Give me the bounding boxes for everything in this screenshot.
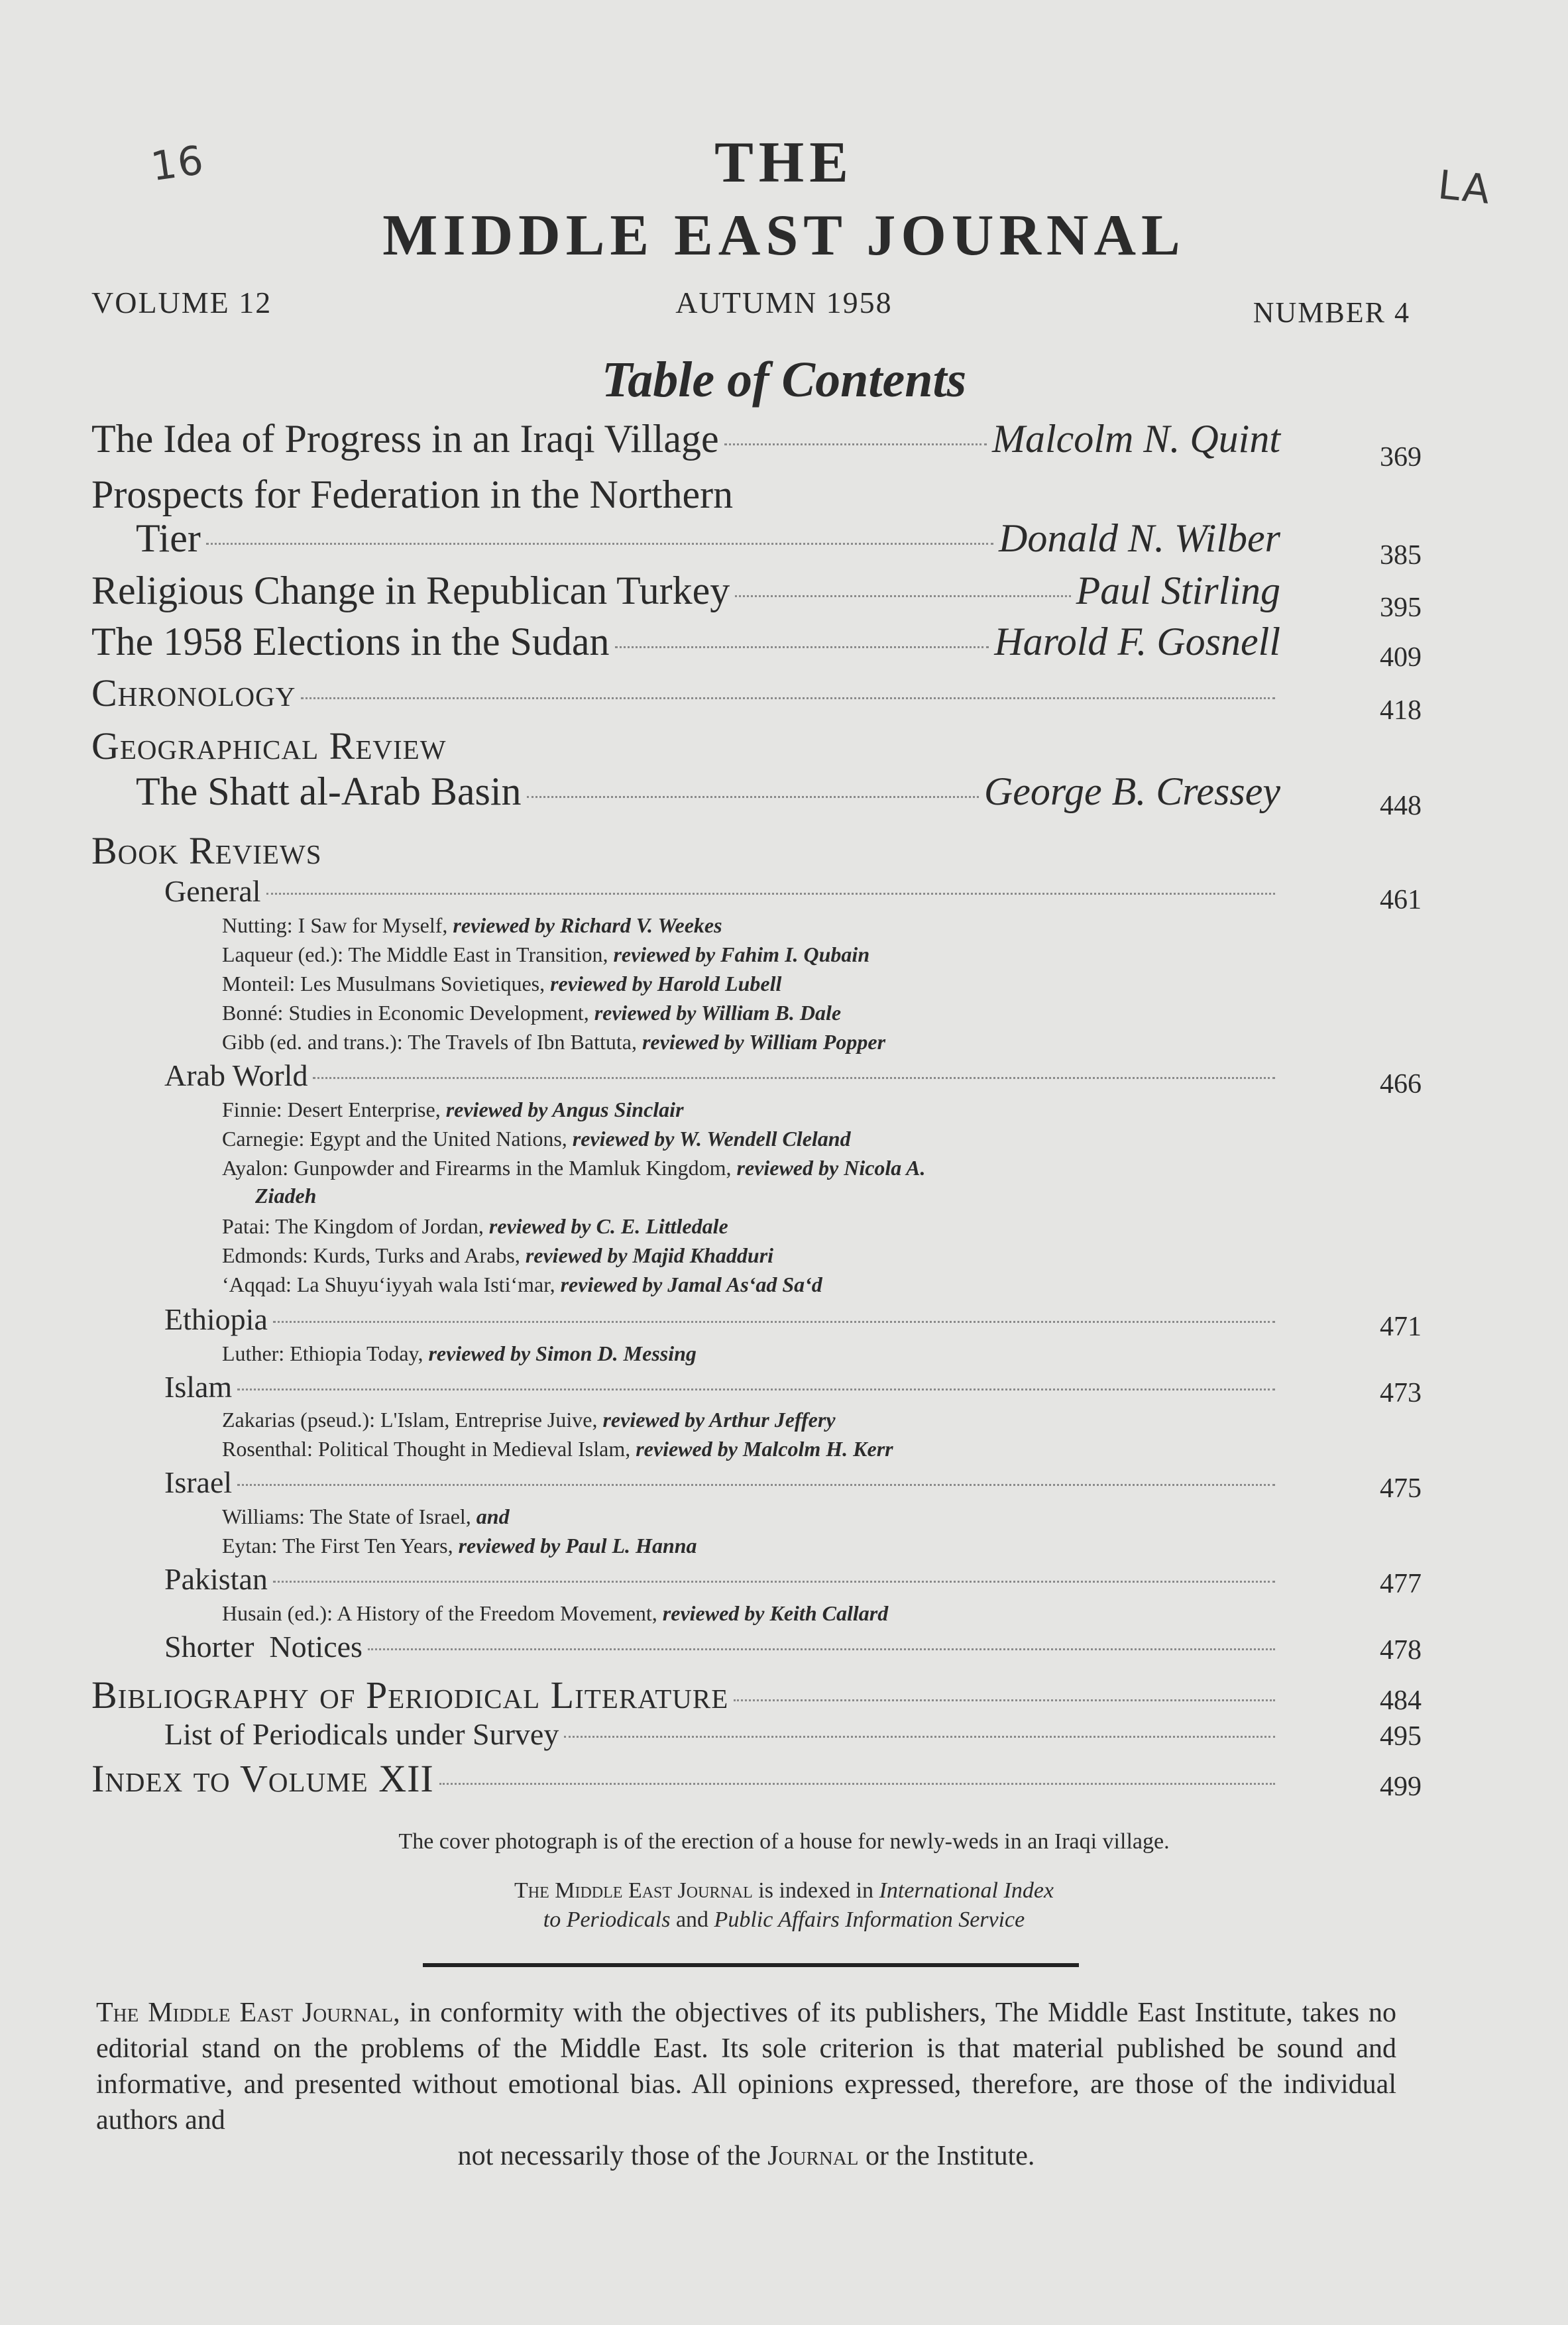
page-number: 409 bbox=[1380, 642, 1422, 673]
section-label: Islam bbox=[164, 1370, 233, 1404]
divider-rule bbox=[423, 1963, 1079, 1967]
page-number: 484 bbox=[1380, 1685, 1422, 1716]
review-item bbox=[222, 1243, 773, 1268]
article-author: Harold F. Gosnell bbox=[994, 620, 1280, 663]
reviewer: reviewed by Fahim I. Qubain bbox=[613, 942, 870, 966]
review-item bbox=[222, 1098, 684, 1122]
handwritten-mark-right: LA bbox=[1435, 162, 1494, 213]
reviewer: reviewed by Angus Sinclair bbox=[445, 1098, 684, 1121]
page-number: 471 bbox=[1380, 1312, 1422, 1342]
reviewer: reviewed by Malcolm H. Kerr bbox=[636, 1437, 893, 1461]
review-item bbox=[222, 1030, 885, 1054]
reviewer: reviewed by Arthur Jeffery bbox=[602, 1408, 836, 1432]
page-number: 418 bbox=[1380, 695, 1422, 726]
review-title: Ayalon: Gunpowder and Firearms in the Mamluk Kingdom, bbox=[222, 1156, 737, 1180]
dot-leader bbox=[564, 1736, 1275, 1738]
periodicals-list: List of Periodicals under Survey bbox=[164, 1717, 559, 1751]
dot-leader bbox=[237, 1389, 1275, 1390]
review-item bbox=[222, 1408, 836, 1432]
disclaimer-body bbox=[96, 1995, 1396, 2138]
article-title-cont: Tier bbox=[136, 516, 201, 560]
review-item bbox=[222, 1156, 925, 1180]
article-title: The Shatt al-Arab Basin bbox=[136, 769, 522, 813]
toc-entry bbox=[91, 671, 1280, 715]
dot-leader bbox=[301, 697, 1275, 699]
reviewer: reviewed by Nicola A. bbox=[736, 1156, 926, 1180]
reviewer: and bbox=[476, 1504, 510, 1528]
dot-leader bbox=[266, 893, 1275, 895]
article-author: George B. Cressey bbox=[983, 769, 1280, 813]
page-number: 499 bbox=[1380, 1772, 1422, 1802]
review-item bbox=[222, 1601, 888, 1626]
dot-leader bbox=[735, 595, 1070, 597]
geo-heading: Geographical Review bbox=[91, 724, 447, 767]
dot-leader bbox=[313, 1077, 1275, 1079]
page-number: 478 bbox=[1380, 1635, 1422, 1666]
section-label: Ethiopia bbox=[164, 1302, 268, 1336]
section-entry bbox=[164, 1302, 1280, 1337]
section-entry bbox=[164, 874, 1280, 909]
dot-leader bbox=[237, 1484, 1275, 1486]
dot-leader bbox=[724, 443, 987, 445]
article-title: Religious Change in Republican Turkey bbox=[91, 569, 730, 612]
section-entry bbox=[164, 1058, 1280, 1093]
bibliography-heading: Bibliography of Periodical Literature bbox=[91, 1673, 729, 1717]
section-label: Shorter Notices bbox=[164, 1630, 363, 1664]
review-title: ‘Aqqad: La Shuyu‘iyyah wala Isti‘mar, bbox=[222, 1273, 561, 1296]
toc-title: Table of Contents bbox=[601, 352, 967, 408]
handwritten-mark-left: 16 bbox=[148, 137, 207, 191]
dot-leader bbox=[368, 1648, 1275, 1650]
page-number: 461 bbox=[1380, 885, 1422, 915]
review-title: Eytan: The First Ten Years, bbox=[222, 1534, 459, 1558]
review-item-cont bbox=[255, 1184, 316, 1208]
reviewer: reviewed by Richard V. Weekes bbox=[453, 913, 722, 937]
toc-entry bbox=[91, 1756, 1280, 1801]
disclaimer-text: or the Institute. bbox=[858, 2141, 1035, 2171]
review-item bbox=[222, 1273, 822, 1297]
review-item bbox=[222, 1504, 510, 1529]
journal-name: The Middle East Journal bbox=[514, 1878, 753, 1903]
review-title: Edmonds: Kurds, Turks and Arabs, bbox=[222, 1243, 526, 1267]
index-note-text: and bbox=[670, 1907, 714, 1932]
toc-entry bbox=[136, 769, 1280, 815]
disclaimer-text: not necessarily those of the bbox=[457, 2141, 768, 2171]
review-title: Bonné: Studies in Economic Development, bbox=[222, 1001, 594, 1025]
dot-leader bbox=[206, 543, 993, 545]
review-item bbox=[222, 1214, 728, 1239]
dot-leader bbox=[273, 1581, 1275, 1583]
reviewer: reviewed by William B. Dale bbox=[594, 1001, 842, 1025]
dot-leader bbox=[527, 796, 979, 798]
index-name: Public Affairs Information Service bbox=[714, 1907, 1025, 1932]
reviewer: reviewed by William Popper bbox=[642, 1030, 886, 1054]
section-label: Pakistan bbox=[164, 1562, 268, 1596]
article-author: Paul Stirling bbox=[1076, 569, 1280, 612]
journal-name: The Middle East Journal bbox=[96, 1998, 394, 2028]
review-title: Gibb (ed. and trans.): The Travels of Ibn Battuta, bbox=[222, 1030, 642, 1054]
article-author: Malcolm N. Quint bbox=[992, 417, 1280, 461]
toc-entry bbox=[91, 416, 1280, 462]
review-title: Williams: The State of Israel, bbox=[222, 1504, 476, 1528]
page-number: 369 bbox=[1380, 442, 1422, 473]
toc-entry bbox=[136, 516, 1280, 561]
reviewer: reviewed by C. E. Littledale bbox=[488, 1214, 728, 1238]
page-number: 477 bbox=[1380, 1569, 1422, 1599]
page-number: 448 bbox=[1380, 791, 1422, 821]
journal-word: Journal bbox=[767, 2141, 859, 2171]
dot-leader bbox=[439, 1783, 1275, 1785]
review-title: Nutting: I Saw for Myself, bbox=[222, 913, 453, 937]
masthead-title: MIDDLE EAST JOURNAL bbox=[382, 203, 1186, 268]
reviewer: reviewed by Keith Callard bbox=[662, 1601, 889, 1625]
masthead-the: THE bbox=[714, 131, 854, 195]
review-title: Zakarias (pseud.): L'Islam, Entreprise Juive, bbox=[222, 1408, 603, 1432]
reviewer: reviewed by Paul L. Hanna bbox=[458, 1534, 697, 1558]
page-number: 475 bbox=[1380, 1473, 1422, 1504]
disclaimer-text: , in conformity with the objectives of its publishers, The Middle East Institute, takes no editorial stand on the problems of the Middle East. Its sole criterion is that material published be sound and informative, and presented without emotional bias. All opinions expressed, therefore, are those of the individual authors and bbox=[96, 1998, 1396, 2135]
dot-leader bbox=[273, 1321, 1275, 1323]
review-item bbox=[222, 1127, 851, 1151]
section-label: Israel bbox=[164, 1465, 233, 1499]
article-title: The 1958 Elections in the Sudan bbox=[91, 620, 610, 663]
review-title: Luther: Ethiopia Today, bbox=[222, 1341, 429, 1365]
review-title: Finnie: Desert Enterprise, bbox=[222, 1098, 446, 1121]
page-number: 395 bbox=[1380, 593, 1422, 623]
index-note-text: is indexed in bbox=[752, 1878, 879, 1903]
toc-entry bbox=[91, 1673, 1280, 1717]
editorial-disclaimer bbox=[96, 1995, 1396, 2174]
toc-entry bbox=[91, 568, 1280, 614]
reviewer: reviewed by W. Wendell Cleland bbox=[572, 1127, 851, 1151]
page-number: 466 bbox=[1380, 1069, 1422, 1100]
number-label: NUMBER 4 bbox=[1253, 296, 1410, 329]
section-label: Arab World bbox=[164, 1058, 308, 1092]
review-title: Patai: The Kingdom of Jordan, bbox=[222, 1214, 489, 1238]
page-number: 473 bbox=[1380, 1378, 1422, 1408]
article-title: Prospects for Federation in the Northern bbox=[91, 473, 734, 516]
chronology-heading: Chronology bbox=[91, 671, 296, 714]
index-name: to Periodicals bbox=[543, 1907, 671, 1932]
section-entry bbox=[164, 1465, 1280, 1500]
index-name: International Index bbox=[879, 1878, 1054, 1903]
review-title: Monteil: Les Musulmans Sovietiques, bbox=[222, 972, 551, 995]
season-label: AUTUMN 1958 bbox=[675, 286, 893, 319]
page-number: 385 bbox=[1380, 540, 1422, 571]
disclaimer-last-line bbox=[96, 2138, 1396, 2174]
reviewer: reviewed by Majid Khadduri bbox=[525, 1243, 774, 1267]
review-item bbox=[222, 1341, 697, 1366]
index-note-line1 bbox=[0, 1878, 1568, 1903]
review-item bbox=[222, 913, 722, 938]
cover-note: The cover photograph is of the erection of a house for newly-weds in an Iraqi village. bbox=[398, 1829, 1170, 1854]
reviewer: reviewed by Simon D. Messing bbox=[428, 1341, 697, 1365]
reviewer: reviewed by Jamal As‘ad Sa‘d bbox=[560, 1273, 822, 1296]
toc-entry bbox=[91, 619, 1280, 665]
review-item bbox=[222, 1437, 893, 1461]
section-label: General bbox=[164, 874, 261, 908]
index-heading: Index to Volume XII bbox=[91, 1757, 434, 1800]
volume-label: VOLUME 12 bbox=[91, 286, 272, 319]
review-item bbox=[222, 972, 781, 996]
article-title: The Idea of Progress in an Iraqi Village bbox=[91, 417, 719, 461]
section-entry bbox=[164, 1369, 1280, 1404]
review-item bbox=[222, 1534, 697, 1558]
toc-entry bbox=[164, 1717, 1280, 1752]
reviewer: reviewed by Harold Lubell bbox=[550, 972, 782, 995]
section-entry bbox=[164, 1561, 1280, 1597]
article-author: Donald N. Wilber bbox=[998, 516, 1280, 560]
reviewer: Ziadeh bbox=[255, 1184, 317, 1208]
review-title: Husain (ed.): A History of the Freedom Movement, bbox=[222, 1601, 663, 1625]
section-entry bbox=[164, 1629, 1280, 1664]
review-title: Laqueur (ed.): The Middle East in Transition, bbox=[222, 942, 614, 966]
review-title: Carnegie: Egypt and the United Nations, bbox=[222, 1127, 573, 1151]
page-number: 495 bbox=[1380, 1721, 1422, 1752]
book-reviews-heading: Book Reviews bbox=[91, 829, 322, 872]
dot-leader bbox=[734, 1699, 1275, 1701]
dot-leader bbox=[615, 646, 989, 648]
index-note-line2 bbox=[0, 1907, 1568, 1933]
review-item bbox=[222, 942, 869, 967]
review-item bbox=[222, 1001, 841, 1025]
review-title: Rosenthal: Political Thought in Medieval Islam, bbox=[222, 1437, 636, 1461]
